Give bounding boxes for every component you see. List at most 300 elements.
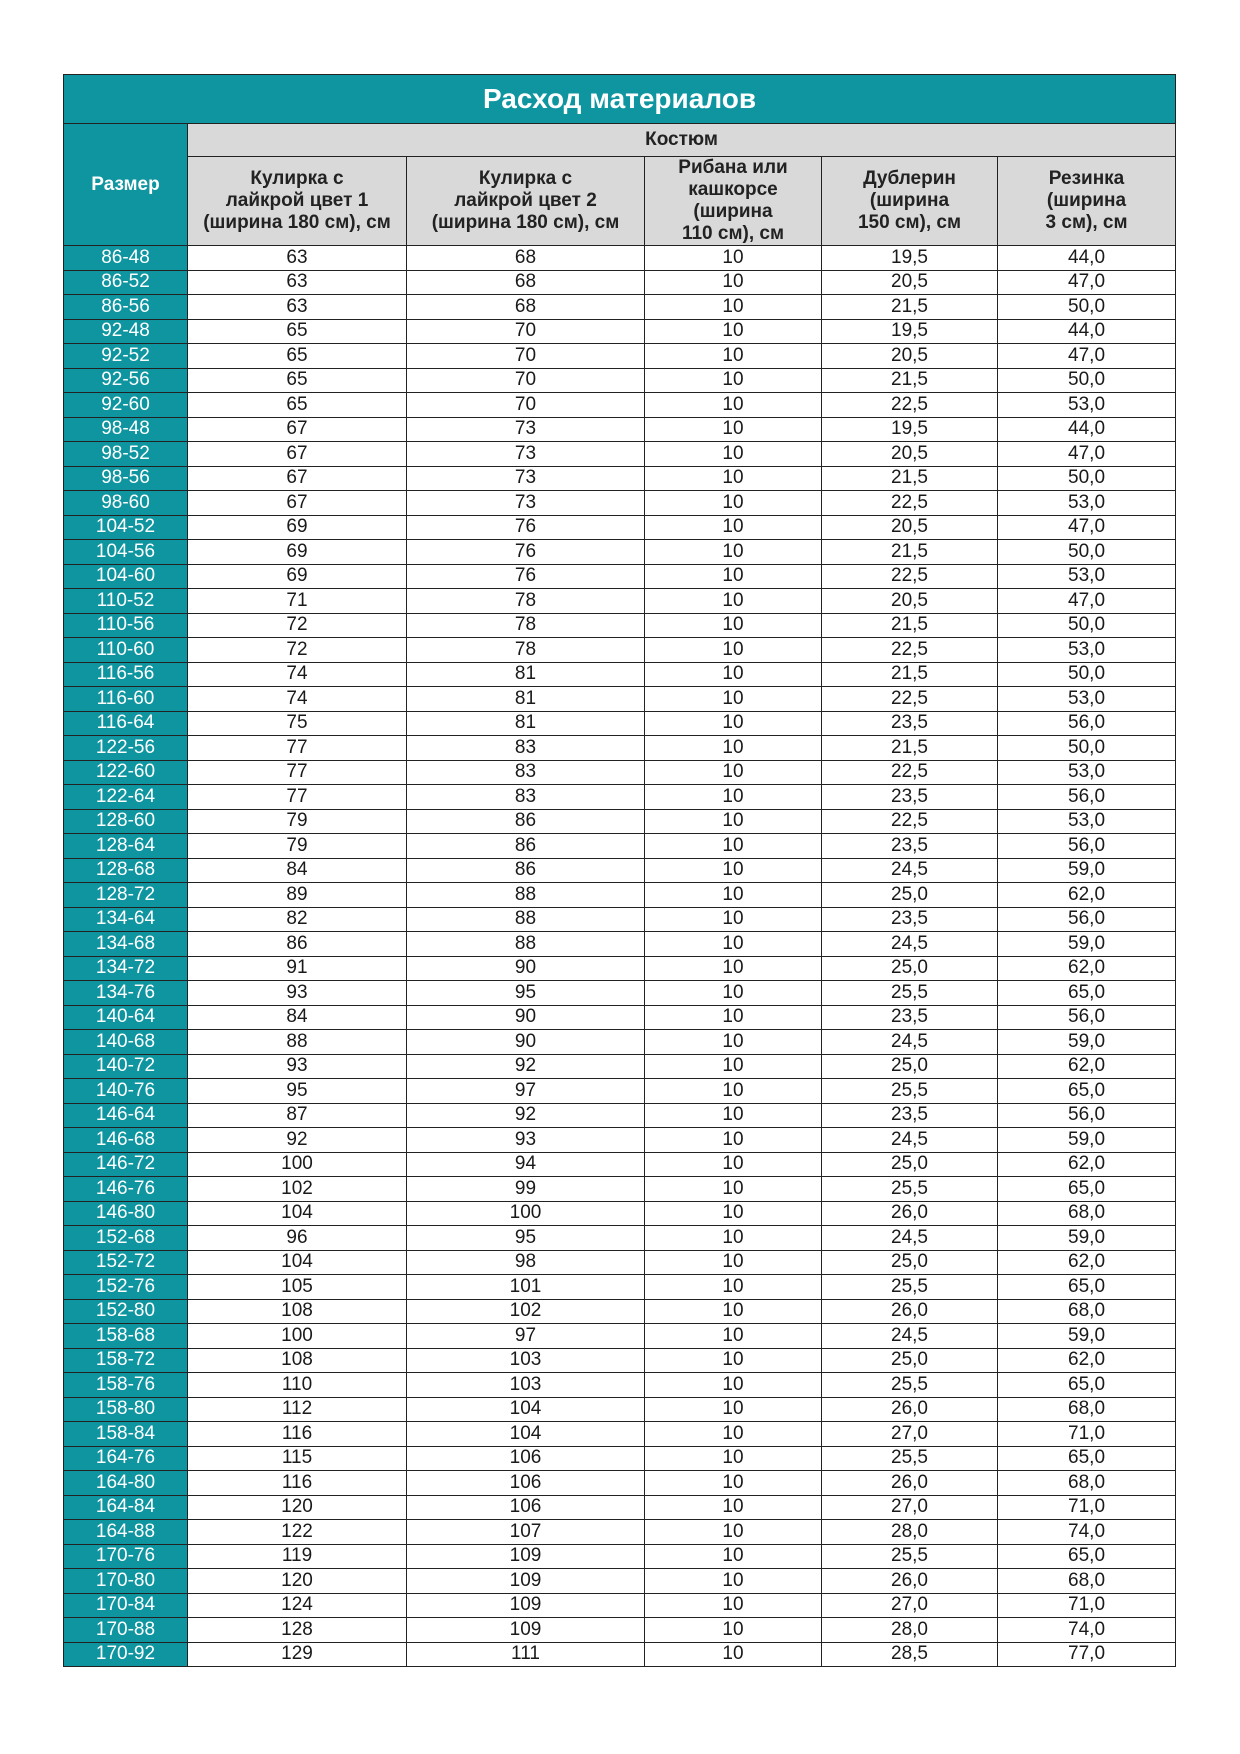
value-cell: 10 <box>645 1569 822 1594</box>
value-cell: 83 <box>407 785 645 810</box>
value-cell: 27,0 <box>822 1422 998 1447</box>
value-cell: 10 <box>645 1226 822 1251</box>
table-row <box>64 564 1176 589</box>
value-cell: 44,0 <box>998 246 1176 271</box>
value-cell: 23,5 <box>822 711 998 736</box>
value-cell: 67 <box>188 491 407 516</box>
value-cell: 115 <box>188 1446 407 1471</box>
value-cell: 78 <box>407 613 645 638</box>
column-header-5 <box>998 157 1176 246</box>
value-cell: 10 <box>645 736 822 761</box>
value-cell: 10 <box>645 1642 822 1667</box>
value-cell: 100 <box>188 1152 407 1177</box>
value-cell: 68,0 <box>998 1569 1176 1594</box>
table-row <box>64 1201 1176 1226</box>
size-cell: 122-56 <box>64 736 188 761</box>
table-row <box>64 932 1176 957</box>
value-cell: 26,0 <box>822 1569 998 1594</box>
value-cell: 47,0 <box>998 270 1176 295</box>
value-cell: 86 <box>188 932 407 957</box>
size-cell: 170-80 <box>64 1569 188 1594</box>
value-cell: 74,0 <box>998 1520 1176 1545</box>
table-row <box>64 1569 1176 1594</box>
value-cell: 10 <box>645 1373 822 1398</box>
value-cell: 21,5 <box>822 295 998 320</box>
table-row <box>64 1103 1176 1128</box>
value-cell: 10 <box>645 785 822 810</box>
value-cell: 104 <box>188 1201 407 1226</box>
size-cell: 158-84 <box>64 1422 188 1447</box>
value-cell: 53,0 <box>998 393 1176 418</box>
materials-sheet <box>63 74 1175 1667</box>
value-cell: 10 <box>645 883 822 908</box>
size-cell: 164-84 <box>64 1495 188 1520</box>
value-cell: 72 <box>188 613 407 638</box>
value-cell: 76 <box>407 515 645 540</box>
size-cell: 110-60 <box>64 638 188 663</box>
value-cell: 10 <box>645 1201 822 1226</box>
table-row <box>64 1152 1176 1177</box>
value-cell: 10 <box>645 1348 822 1373</box>
table-row <box>64 1128 1176 1153</box>
value-cell: 21,5 <box>822 466 998 491</box>
value-cell: 129 <box>188 1642 407 1667</box>
value-cell: 100 <box>407 1201 645 1226</box>
value-cell: 95 <box>407 981 645 1006</box>
value-cell: 22,5 <box>822 638 998 663</box>
size-cell: 92-48 <box>64 319 188 344</box>
value-cell: 112 <box>188 1397 407 1422</box>
value-cell: 10 <box>645 613 822 638</box>
size-cell: 98-52 <box>64 442 188 467</box>
value-cell: 120 <box>188 1569 407 1594</box>
value-cell: 65,0 <box>998 1544 1176 1569</box>
value-cell: 88 <box>407 932 645 957</box>
size-cell: 140-64 <box>64 1005 188 1030</box>
size-cell: 104-60 <box>64 564 188 589</box>
value-cell: 59,0 <box>998 858 1176 883</box>
value-cell: 21,5 <box>822 613 998 638</box>
size-cell: 128-64 <box>64 834 188 859</box>
size-cell: 140-72 <box>64 1054 188 1079</box>
table-row <box>64 1642 1176 1667</box>
value-cell: 21,5 <box>822 662 998 687</box>
value-cell: 74,0 <box>998 1618 1176 1643</box>
column-header-line: Дублерин <box>863 168 956 189</box>
value-cell: 76 <box>407 564 645 589</box>
value-cell: 119 <box>188 1544 407 1569</box>
size-cell: 98-56 <box>64 466 188 491</box>
value-cell: 22,5 <box>822 564 998 589</box>
value-cell: 47,0 <box>998 344 1176 369</box>
size-cell: 164-76 <box>64 1446 188 1471</box>
value-cell: 81 <box>407 662 645 687</box>
value-cell: 62,0 <box>998 1348 1176 1373</box>
value-cell: 25,0 <box>822 1250 998 1275</box>
size-cell: 152-76 <box>64 1275 188 1300</box>
table-row <box>64 1593 1176 1618</box>
value-cell: 10 <box>645 466 822 491</box>
value-cell: 106 <box>407 1495 645 1520</box>
value-cell: 24,5 <box>822 858 998 883</box>
value-cell: 26,0 <box>822 1201 998 1226</box>
value-cell: 84 <box>188 1005 407 1030</box>
value-cell: 95 <box>188 1079 407 1104</box>
table-row <box>64 393 1176 418</box>
value-cell: 22,5 <box>822 491 998 516</box>
value-cell: 10 <box>645 491 822 516</box>
value-cell: 20,5 <box>822 270 998 295</box>
value-cell: 78 <box>407 589 645 614</box>
value-cell: 44,0 <box>998 417 1176 442</box>
table-row <box>64 858 1176 883</box>
size-cell: 116-64 <box>64 711 188 736</box>
column-header-line: лайкрой цвет 2 <box>454 190 597 211</box>
size-cell: 122-64 <box>64 785 188 810</box>
value-cell: 10 <box>645 1446 822 1471</box>
column-header-line: (ширина 180 см), см <box>203 212 391 233</box>
size-cell: 146-76 <box>64 1177 188 1202</box>
table-row <box>64 1250 1176 1275</box>
value-cell: 26,0 <box>822 1471 998 1496</box>
value-cell: 20,5 <box>822 515 998 540</box>
value-cell: 88 <box>407 883 645 908</box>
size-cell: 122-60 <box>64 760 188 785</box>
column-header-line: Кулирка с <box>478 168 573 189</box>
value-cell: 10 <box>645 540 822 565</box>
value-cell: 73 <box>407 442 645 467</box>
table-row <box>64 540 1176 565</box>
value-cell: 83 <box>407 760 645 785</box>
size-cell: 98-48 <box>64 417 188 442</box>
value-cell: 28,0 <box>822 1520 998 1545</box>
table-row <box>64 662 1176 687</box>
value-cell: 71,0 <box>998 1422 1176 1447</box>
value-cell: 108 <box>188 1299 407 1324</box>
size-cell: 152-68 <box>64 1226 188 1251</box>
value-cell: 44,0 <box>998 319 1176 344</box>
size-cell: 152-80 <box>64 1299 188 1324</box>
value-cell: 10 <box>645 981 822 1006</box>
value-cell: 25,5 <box>822 1446 998 1471</box>
value-cell: 70 <box>407 368 645 393</box>
value-cell: 21,5 <box>822 540 998 565</box>
column-header-line: (ширина <box>1046 190 1127 211</box>
value-cell: 25,0 <box>822 956 998 981</box>
value-cell: 10 <box>645 711 822 736</box>
value-cell: 25,5 <box>822 1373 998 1398</box>
size-cell: 110-56 <box>64 613 188 638</box>
size-cell: 86-52 <box>64 270 188 295</box>
value-cell: 50,0 <box>998 466 1176 491</box>
table-row <box>64 515 1176 540</box>
value-cell: 47,0 <box>998 442 1176 467</box>
size-cell: 158-68 <box>64 1324 188 1349</box>
size-cell: 170-76 <box>64 1544 188 1569</box>
value-cell: 27,0 <box>822 1495 998 1520</box>
value-cell: 10 <box>645 1397 822 1422</box>
value-cell: 10 <box>645 1324 822 1349</box>
value-cell: 63 <box>188 270 407 295</box>
value-cell: 68 <box>407 270 645 295</box>
value-cell: 71 <box>188 589 407 614</box>
value-cell: 19,5 <box>822 246 998 271</box>
column-header-1 <box>188 157 407 246</box>
size-cell: 134-68 <box>64 932 188 957</box>
value-cell: 95 <box>407 1226 645 1251</box>
value-cell: 65 <box>188 393 407 418</box>
value-cell: 103 <box>407 1348 645 1373</box>
value-cell: 25,5 <box>822 1275 998 1300</box>
value-cell: 10 <box>645 1079 822 1104</box>
table-row <box>64 760 1176 785</box>
size-cell: 128-60 <box>64 809 188 834</box>
value-cell: 77 <box>188 785 407 810</box>
value-cell: 10 <box>645 687 822 712</box>
size-cell: 92-60 <box>64 393 188 418</box>
value-cell: 128 <box>188 1618 407 1643</box>
value-cell: 100 <box>188 1324 407 1349</box>
value-cell: 62,0 <box>998 1250 1176 1275</box>
value-cell: 65 <box>188 368 407 393</box>
value-cell: 10 <box>645 956 822 981</box>
value-cell: 25,5 <box>822 1544 998 1569</box>
value-cell: 10 <box>645 295 822 320</box>
value-cell: 92 <box>407 1054 645 1079</box>
table-body <box>64 246 1176 1667</box>
table-row <box>64 907 1176 932</box>
value-cell: 25,0 <box>822 883 998 908</box>
value-cell: 109 <box>407 1569 645 1594</box>
value-cell: 65,0 <box>998 1177 1176 1202</box>
size-cell: 140-68 <box>64 1030 188 1055</box>
value-cell: 24,5 <box>822 932 998 957</box>
size-cell: 164-80 <box>64 1471 188 1496</box>
value-cell: 23,5 <box>822 834 998 859</box>
table-row <box>64 1275 1176 1300</box>
table-row <box>64 711 1176 736</box>
value-cell: 109 <box>407 1544 645 1569</box>
value-cell: 103 <box>407 1373 645 1398</box>
value-cell: 59,0 <box>998 1128 1176 1153</box>
value-cell: 10 <box>645 270 822 295</box>
size-cell: 146-80 <box>64 1201 188 1226</box>
value-cell: 10 <box>645 246 822 271</box>
value-cell: 93 <box>188 981 407 1006</box>
value-cell: 62,0 <box>998 956 1176 981</box>
value-cell: 77 <box>188 760 407 785</box>
value-cell: 86 <box>407 809 645 834</box>
value-cell: 69 <box>188 515 407 540</box>
value-cell: 10 <box>645 1299 822 1324</box>
value-cell: 56,0 <box>998 834 1176 859</box>
size-cell: 104-52 <box>64 515 188 540</box>
value-cell: 22,5 <box>822 809 998 834</box>
table-row <box>64 1005 1176 1030</box>
table-row <box>64 1471 1176 1496</box>
value-cell: 70 <box>407 319 645 344</box>
value-cell: 28,5 <box>822 1642 998 1667</box>
column-header-line: (ширина 180 см), см <box>431 212 620 233</box>
value-cell: 53,0 <box>998 564 1176 589</box>
value-cell: 59,0 <box>998 1030 1176 1055</box>
value-cell: 22,5 <box>822 393 998 418</box>
value-cell: 23,5 <box>822 785 998 810</box>
value-cell: 92 <box>188 1128 407 1153</box>
value-cell: 99 <box>407 1177 645 1202</box>
value-cell: 109 <box>407 1593 645 1618</box>
size-cell: 146-68 <box>64 1128 188 1153</box>
value-cell: 10 <box>645 760 822 785</box>
table-title: Расход материалов <box>64 75 1176 124</box>
value-cell: 20,5 <box>822 589 998 614</box>
size-cell: 158-72 <box>64 1348 188 1373</box>
value-cell: 53,0 <box>998 809 1176 834</box>
value-cell: 62,0 <box>998 883 1176 908</box>
value-cell: 21,5 <box>822 736 998 761</box>
value-cell: 65,0 <box>998 981 1176 1006</box>
value-cell: 10 <box>645 1005 822 1030</box>
value-cell: 73 <box>407 466 645 491</box>
value-cell: 50,0 <box>998 295 1176 320</box>
table-row <box>64 981 1176 1006</box>
value-cell: 96 <box>188 1226 407 1251</box>
value-cell: 10 <box>645 1593 822 1618</box>
value-cell: 73 <box>407 491 645 516</box>
column-header-line: 150 см), см <box>857 212 962 233</box>
value-cell: 10 <box>645 564 822 589</box>
value-cell: 10 <box>645 368 822 393</box>
value-cell: 87 <box>188 1103 407 1128</box>
value-cell: 10 <box>645 319 822 344</box>
value-cell: 10 <box>645 1250 822 1275</box>
size-cell: 158-80 <box>64 1397 188 1422</box>
size-cell: 164-88 <box>64 1520 188 1545</box>
size-cell: 92-52 <box>64 344 188 369</box>
value-cell: 50,0 <box>998 368 1176 393</box>
value-cell: 104 <box>188 1250 407 1275</box>
table-row <box>64 491 1176 516</box>
table-row <box>64 1397 1176 1422</box>
value-cell: 10 <box>645 1054 822 1079</box>
column-header-line: кашкорсе <box>688 179 778 200</box>
value-cell: 10 <box>645 1275 822 1300</box>
value-cell: 104 <box>407 1422 645 1447</box>
value-cell: 10 <box>645 1544 822 1569</box>
value-cell: 90 <box>407 1030 645 1055</box>
value-cell: 53,0 <box>998 638 1176 663</box>
table-row <box>64 956 1176 981</box>
value-cell: 72 <box>188 638 407 663</box>
value-cell: 10 <box>645 417 822 442</box>
size-cell: 116-60 <box>64 687 188 712</box>
value-cell: 88 <box>407 907 645 932</box>
value-cell: 67 <box>188 417 407 442</box>
value-cell: 53,0 <box>998 491 1176 516</box>
value-cell: 23,5 <box>822 1005 998 1030</box>
value-cell: 63 <box>188 295 407 320</box>
value-cell: 10 <box>645 662 822 687</box>
column-header-line: Резинка <box>1048 168 1125 189</box>
value-cell: 104 <box>407 1397 645 1422</box>
value-cell: 10 <box>645 1422 822 1447</box>
value-cell: 91 <box>188 956 407 981</box>
table-row <box>64 1054 1176 1079</box>
value-cell: 47,0 <box>998 515 1176 540</box>
value-cell: 19,5 <box>822 319 998 344</box>
value-cell: 89 <box>188 883 407 908</box>
value-cell: 50,0 <box>998 736 1176 761</box>
value-cell: 10 <box>645 393 822 418</box>
value-cell: 71,0 <box>998 1495 1176 1520</box>
value-cell: 10 <box>645 1177 822 1202</box>
table-row <box>64 785 1176 810</box>
value-cell: 10 <box>645 515 822 540</box>
value-cell: 68,0 <box>998 1397 1176 1422</box>
value-cell: 65 <box>188 319 407 344</box>
value-cell: 25,5 <box>822 981 998 1006</box>
value-cell: 102 <box>407 1299 645 1324</box>
table-row <box>64 319 1176 344</box>
table-row <box>64 1299 1176 1324</box>
value-cell: 10 <box>645 907 822 932</box>
table-row <box>64 638 1176 663</box>
value-cell: 53,0 <box>998 760 1176 785</box>
value-cell: 76 <box>407 540 645 565</box>
value-cell: 21,5 <box>822 368 998 393</box>
value-cell: 111 <box>407 1642 645 1667</box>
size-cell: 146-64 <box>64 1103 188 1128</box>
table-row <box>64 1446 1176 1471</box>
value-cell: 109 <box>407 1618 645 1643</box>
size-cell: 86-48 <box>64 246 188 271</box>
value-cell: 68,0 <box>998 1299 1176 1324</box>
value-cell: 79 <box>188 834 407 859</box>
value-cell: 10 <box>645 1152 822 1177</box>
value-cell: 28,0 <box>822 1618 998 1643</box>
value-cell: 107 <box>407 1520 645 1545</box>
value-cell: 116 <box>188 1471 407 1496</box>
table-row <box>64 1177 1176 1202</box>
value-cell: 65 <box>188 344 407 369</box>
value-cell: 65,0 <box>998 1275 1176 1300</box>
value-cell: 50,0 <box>998 540 1176 565</box>
value-cell: 74 <box>188 687 407 712</box>
value-cell: 77,0 <box>998 1642 1176 1667</box>
column-header-line: Рибана или <box>678 157 788 178</box>
value-cell: 59,0 <box>998 1226 1176 1251</box>
value-cell: 108 <box>188 1348 407 1373</box>
table-row <box>64 809 1176 834</box>
value-cell: 92 <box>407 1103 645 1128</box>
value-cell: 86 <box>407 858 645 883</box>
value-cell: 69 <box>188 564 407 589</box>
value-cell: 56,0 <box>998 711 1176 736</box>
column-header-line: Кулирка с <box>250 168 344 189</box>
value-cell: 102 <box>188 1177 407 1202</box>
size-cell: 128-68 <box>64 858 188 883</box>
value-cell: 25,0 <box>822 1152 998 1177</box>
value-cell: 22,5 <box>822 687 998 712</box>
table-row <box>64 1544 1176 1569</box>
value-cell: 53,0 <box>998 687 1176 712</box>
value-cell: 10 <box>645 344 822 369</box>
value-cell: 78 <box>407 638 645 663</box>
size-cell: 134-64 <box>64 907 188 932</box>
size-cell: 140-76 <box>64 1079 188 1104</box>
table-row <box>64 442 1176 467</box>
value-cell: 84 <box>188 858 407 883</box>
